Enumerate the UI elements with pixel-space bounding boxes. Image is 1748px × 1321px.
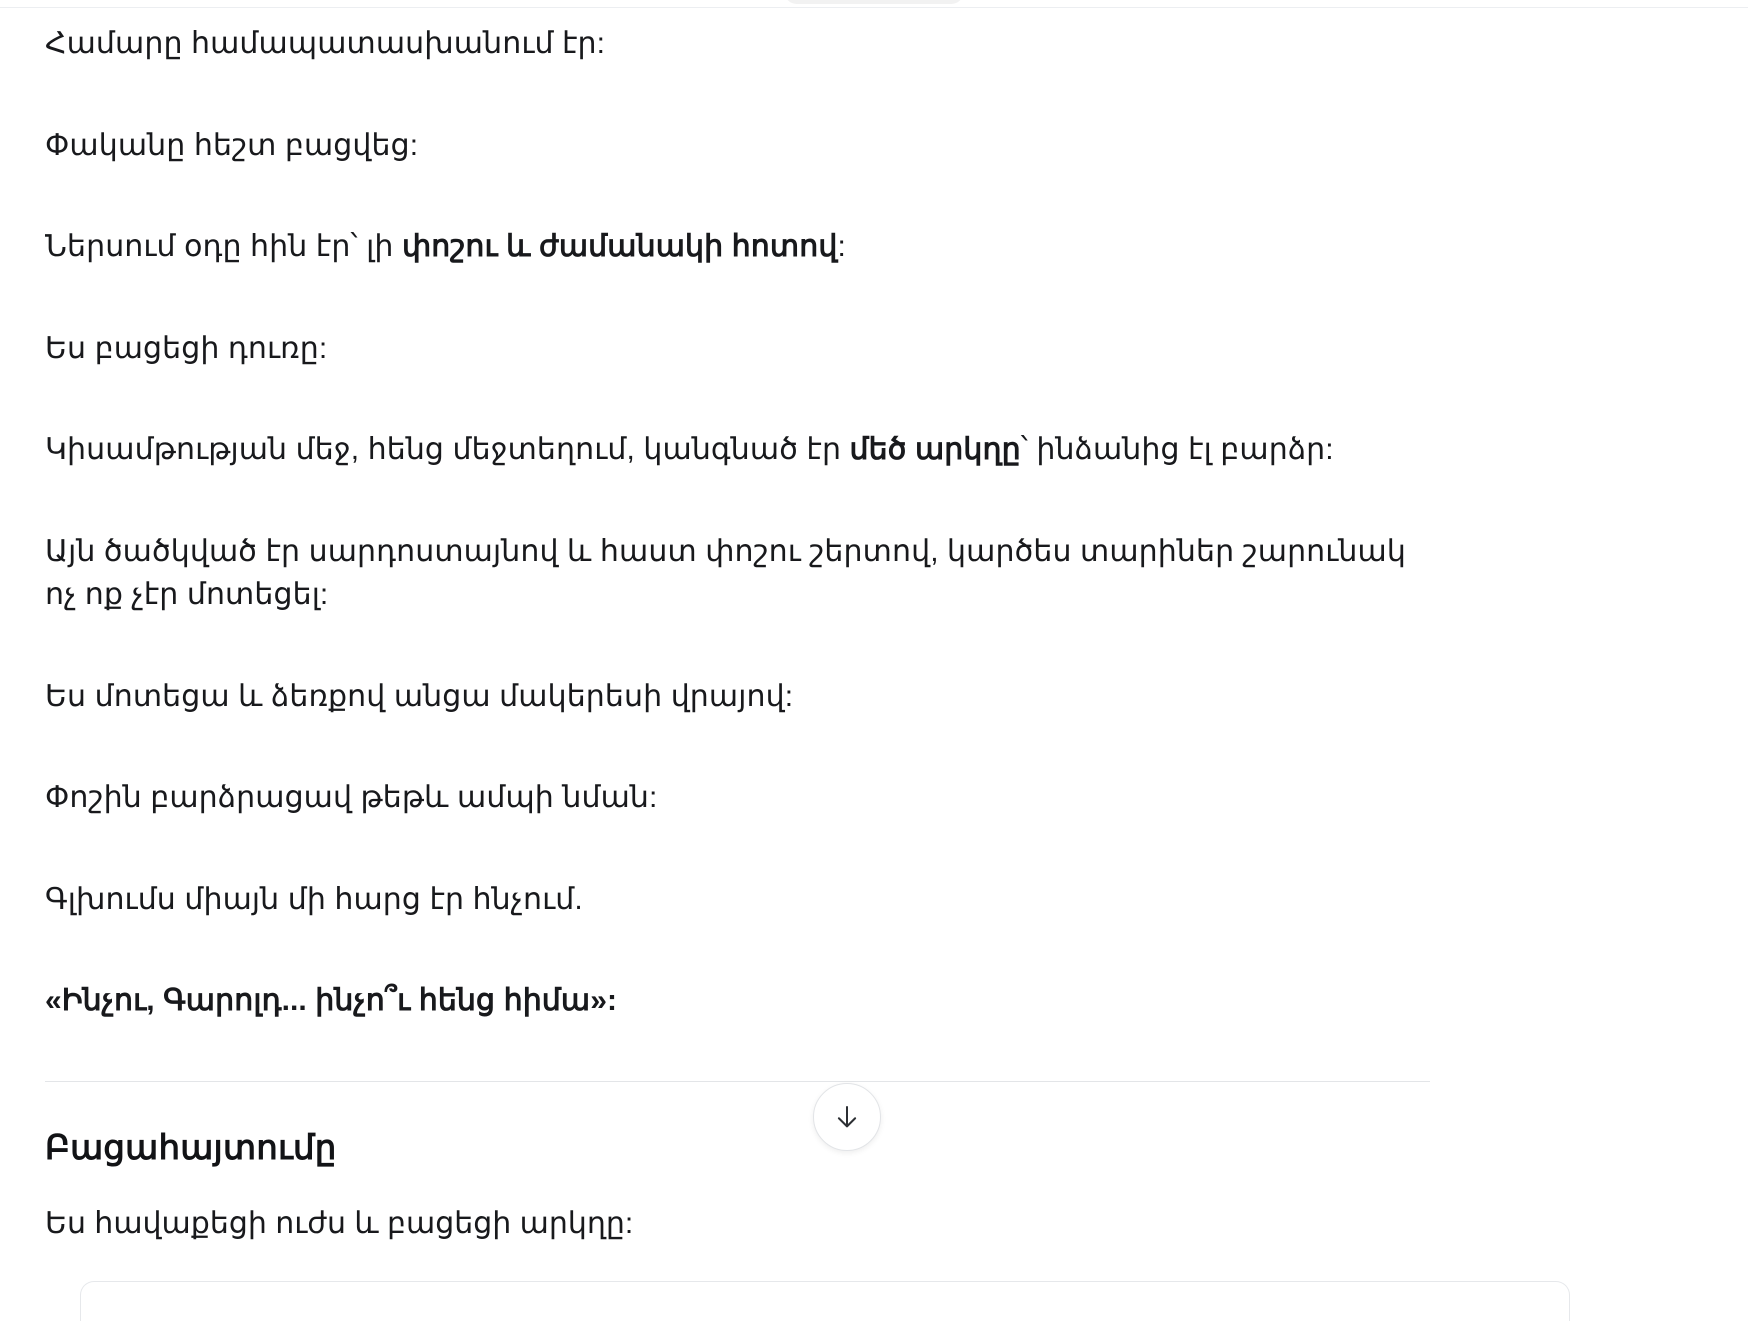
paragraph bbox=[45, 22, 1445, 66]
viewport-top-edge bbox=[0, 0, 1748, 8]
paragraph bbox=[45, 878, 1445, 922]
document-scroll-area[interactable] bbox=[0, 8, 1748, 1240]
plain-text: Համարը համապատասխանում էր: bbox=[45, 27, 606, 60]
plain-text: Փականը հեշտ բացվեց: bbox=[45, 128, 419, 162]
paragraph bbox=[45, 675, 1445, 719]
section-paragraph: Ես հավաքեցի ուժս և բացեցի արկղը: bbox=[45, 1206, 634, 1240]
arrow-down-icon bbox=[832, 1102, 862, 1132]
plain-text: Ես բացեցի դուռը: bbox=[45, 331, 328, 365]
emphasis-text: «Ինչու, Գարոլդ... ինչո՞ւ հենց հիմա»: bbox=[45, 984, 618, 1017]
plain-text: Այն ծածկված էր սարդոստայնով և հաստ փոշու շերտով, կարծես տարիներ շարունակ ոչ ոք չէր մոտեցել: bbox=[45, 534, 1406, 611]
paragraph bbox=[45, 225, 1445, 269]
top-floating-pill bbox=[784, 0, 964, 4]
plain-text: Փոշին բարձրացավ թեթև ամպի նման: bbox=[45, 781, 658, 814]
plain-text: Ես մոտեցա և ձեռքով անցա մակերեսի վրայով: bbox=[45, 679, 794, 713]
scroll-to-bottom-button[interactable] bbox=[813, 1083, 881, 1151]
plain-text: ՝ ինձանից էլ բարձր: bbox=[1020, 433, 1334, 466]
paragraph bbox=[45, 124, 1445, 168]
paragraph bbox=[45, 530, 1445, 617]
plain-text: Ներսում օդը հին էր՝ լի bbox=[45, 230, 402, 263]
emphasis-text: փոշու և ժամանակի հոտով bbox=[401, 230, 838, 263]
paragraph bbox=[45, 776, 1445, 820]
content-card-top-edge bbox=[80, 1281, 1570, 1321]
emphasis-text: մեծ արկղը bbox=[849, 433, 1021, 466]
section-heading: Բացահայտումը bbox=[45, 1128, 337, 1167]
paragraph bbox=[45, 428, 1445, 472]
section-divider bbox=[45, 1081, 1430, 1082]
paragraph bbox=[45, 327, 1445, 371]
plain-text: : bbox=[837, 230, 846, 263]
paragraph-emphasized bbox=[45, 979, 1445, 1023]
plain-text: Գլխումս միայն մի հարց էր հնչում. bbox=[45, 882, 583, 916]
plain-text: Կիսամթության մեջ, հենց մեջտեղում, կանգնած էր bbox=[45, 433, 850, 466]
